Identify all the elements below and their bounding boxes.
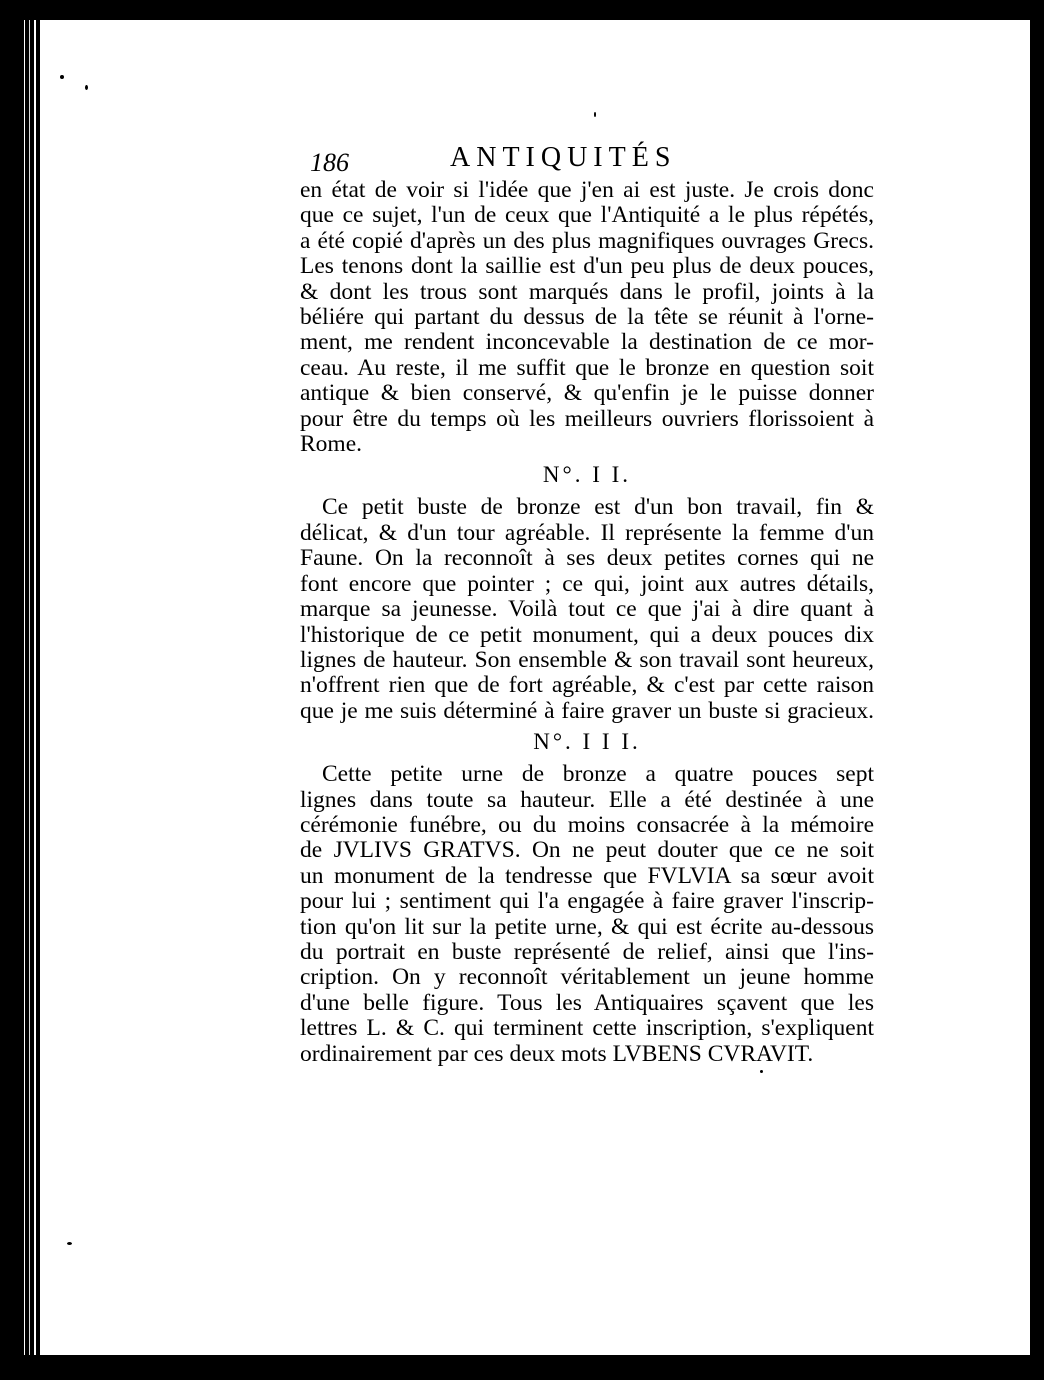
text-line: d'une belle figure. Tous les Antiquaires sçavent que les bbox=[300, 989, 874, 1016]
text-line: de JVLIVS GRATVS. On ne peut douter que ce ne soit bbox=[300, 837, 874, 864]
text-line: pour lui ; sentiment qui l'a engagée à faire graver l'inscrip- bbox=[300, 888, 874, 915]
text-line: ordinairement par ces deux mots LVBENS CVRAVIT. bbox=[300, 1040, 814, 1067]
page-number: 186 bbox=[310, 148, 349, 177]
text-line: Les tenons dont la saillie est d'un peu plus de deux pouces, bbox=[300, 253, 874, 280]
text-line: l'historique de ce petit monument, qui a deux pouces dix bbox=[300, 621, 874, 648]
page-header bbox=[300, 138, 880, 178]
text-line: cription. On y reconnoît véritablement un jeune homme bbox=[300, 964, 874, 991]
text-line: antique & bien conservé, & qu'enfin je le puisse donner bbox=[300, 380, 874, 407]
text-line: n'offrent rien que de fort agréable, & c'est par cette raison bbox=[300, 672, 874, 699]
text-line: a été copié d'après un des plus magnifiques ouvrages Grecs. bbox=[300, 227, 874, 254]
section-3-paragraph bbox=[300, 762, 880, 1067]
text-line: cérémonie funébre, ou du moins consacrée à la mémoire bbox=[300, 811, 874, 838]
text-line: lignes dans toute sa hauteur. Elle a été destinée à une bbox=[300, 786, 874, 813]
text-line: pour être du temps où les meilleurs ouvriers florissoient à bbox=[300, 405, 874, 432]
text-line: que ce sujet, l'un de ceux que l'Antiquité a le plus répétés, bbox=[300, 202, 874, 229]
page-text bbox=[300, 138, 880, 1067]
page-edge-line bbox=[34, 20, 36, 1355]
text-line: Faune. On la reconnoît à ses deux petites cornes qui ne bbox=[300, 545, 874, 572]
text-line: un monument de la tendresse que FVLVIA sa sœur avoit bbox=[300, 862, 874, 889]
text-line: ment, me rendent inconcevable la destination de ce mor- bbox=[300, 329, 874, 356]
scan-speck bbox=[760, 1070, 763, 1073]
text-line: marque sa jeunesse. Voilà tout ce que j'ai à dire quant à bbox=[300, 596, 874, 623]
text-line: font encore que pointer ; ce qui, joint aux autres détails, bbox=[300, 570, 874, 597]
text-line: délicat, & d'un tour agréable. Il représente la femme d'un bbox=[300, 519, 874, 546]
section-title-2: N°. I I. bbox=[542, 462, 632, 488]
text-line: tion qu'on lit sur la petite urne, & qui est écrite au-dessous bbox=[300, 913, 874, 940]
text-line: en état de voir si l'idée que j'en ai est juste. Je crois donc bbox=[300, 177, 874, 203]
text-line: ceau. Au reste, il me suffit que le bronze en question soit bbox=[300, 354, 874, 381]
scan-speck bbox=[85, 85, 88, 90]
page-edge-line bbox=[24, 20, 25, 1355]
text-line: du portrait en buste représenté de relief, ainsi que l'ins- bbox=[300, 938, 874, 965]
scan-speck bbox=[67, 1242, 72, 1245]
running-head: ANTIQUITÉS bbox=[450, 142, 677, 173]
text-line: que je me suis déterminé à faire graver un buste si gracieux. bbox=[300, 697, 874, 724]
text-line: Rome. bbox=[300, 431, 363, 458]
section-title-3: N°. I I I. bbox=[533, 729, 641, 755]
section-2-paragraph bbox=[300, 495, 880, 724]
scan-speck bbox=[594, 112, 596, 117]
text-line: béliére qui partant du dessus de la tête se réunit à l'orne- bbox=[300, 304, 874, 331]
text-line: & dont les trous sont marqués dans le profil, joints à la bbox=[300, 278, 874, 305]
page-edge-line bbox=[29, 20, 30, 1355]
text-line: Ce petit buste de bronze est d'un bon travail, fin & bbox=[322, 494, 874, 521]
text-line: lignes de hauteur. Son ensemble & son travail sont heureux, bbox=[300, 646, 874, 673]
text-line: Cette petite urne de bronze a quatre pouces sept bbox=[322, 761, 874, 788]
scan-speck bbox=[60, 75, 64, 79]
opening-paragraph bbox=[300, 178, 880, 457]
text-line: lettres L. & C. qui terminent cette inscription, s'expliquent bbox=[300, 1015, 874, 1042]
